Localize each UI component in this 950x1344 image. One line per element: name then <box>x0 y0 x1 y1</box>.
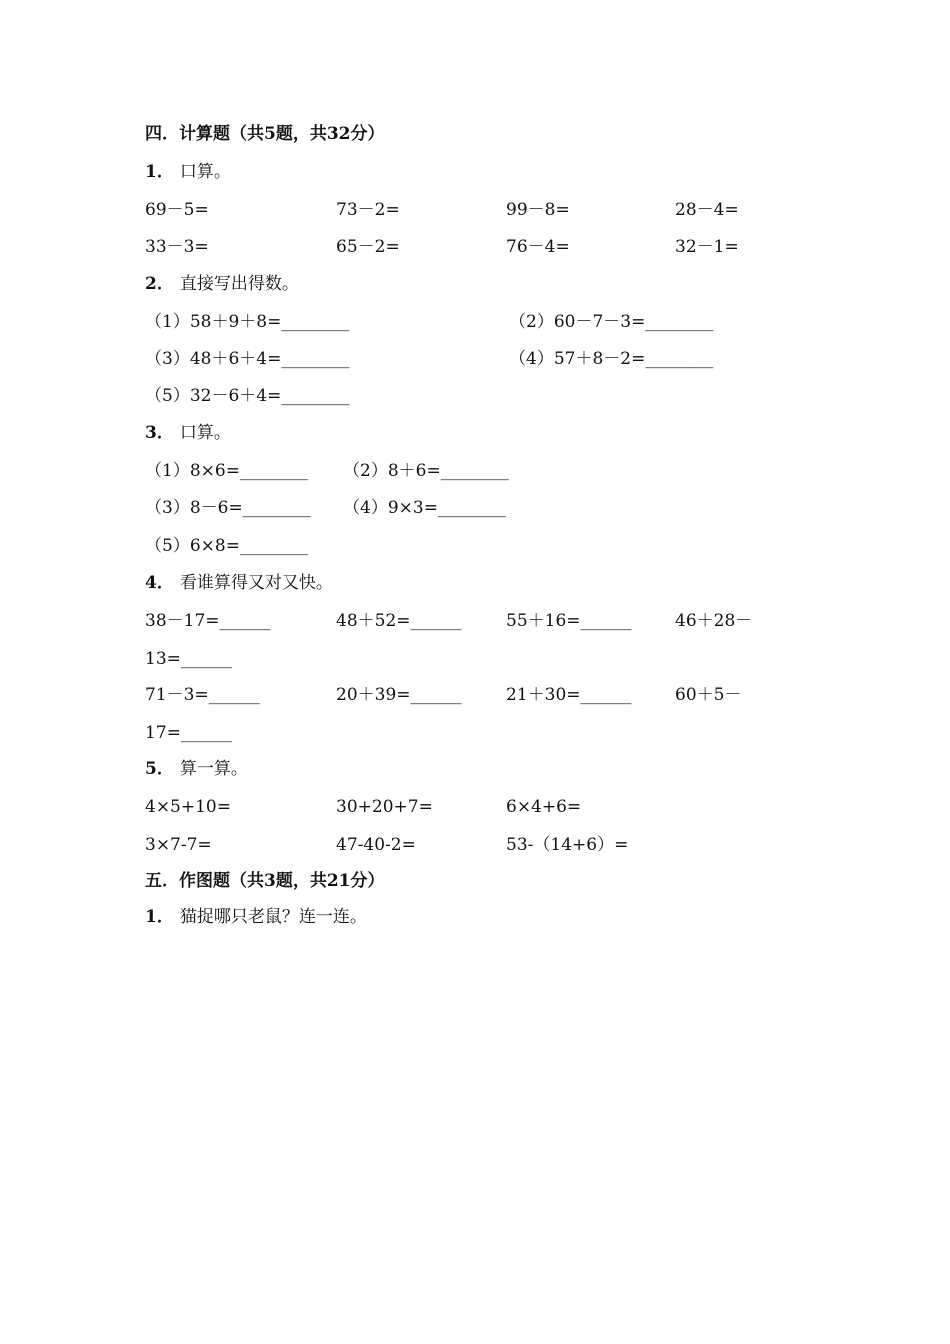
question-number: 3． <box>145 423 174 443</box>
equation: 65－2= <box>336 237 400 257</box>
equation: 69－5= <box>145 200 209 220</box>
equation: 73－2= <box>336 200 400 220</box>
equation: （4）57＋8－2=________ <box>509 349 714 369</box>
equation: 20＋39=______ <box>336 685 462 705</box>
question-2-title <box>145 272 785 296</box>
equation: 6×4+6= <box>506 797 582 817</box>
equation: 33－3= <box>145 237 209 257</box>
question-text: 口算。 <box>179 423 231 443</box>
equation: 99－8= <box>506 200 570 220</box>
equation: 48＋52=______ <box>336 611 462 631</box>
question-text: 直接写出得数。 <box>179 274 299 294</box>
section5-question-1-title <box>145 905 785 929</box>
equation: （2）60－7－3=________ <box>509 312 714 332</box>
equation: 71－3=______ <box>145 685 260 705</box>
question-3-title <box>145 421 785 445</box>
question-4-title <box>145 571 785 595</box>
equation: 76－4= <box>506 237 570 257</box>
equation: 13=______ <box>145 649 232 669</box>
equation: （4）9×3=________ <box>343 498 506 518</box>
question-text: 口算。 <box>179 162 231 182</box>
equation: （2）8＋6=________ <box>343 461 509 481</box>
equation: （5）32－6＋4=________ <box>145 386 350 406</box>
question-text: 算一算。 <box>179 759 248 779</box>
equation: 28－4= <box>675 200 739 220</box>
question-text: 看谁算得又对又快。 <box>179 573 333 593</box>
question-5-title <box>145 757 785 781</box>
equation: （3）8－6=________ <box>145 498 311 518</box>
equation: 32－1= <box>675 237 739 257</box>
question-number: 4． <box>145 573 174 593</box>
equation: 38－17=______ <box>145 611 271 631</box>
section-heading-4: 四．计算题（共5题，共32分） <box>145 124 385 144</box>
equation: 30+20+7= <box>336 797 433 817</box>
question-number: 2． <box>145 274 174 294</box>
equation: （3）48＋6＋4=________ <box>145 349 350 369</box>
equation: 46＋28－ <box>675 611 753 631</box>
equation: 4×5+10= <box>145 797 231 817</box>
equation: 3×7-7= <box>145 835 212 855</box>
equation: 53-（14+6）= <box>506 835 629 855</box>
equation: 21＋30=______ <box>506 685 632 705</box>
equation: 47-40-2= <box>336 835 416 855</box>
question-number: 1． <box>145 162 174 182</box>
equation: （1）8×6=________ <box>145 461 308 481</box>
equation: 55＋16=______ <box>506 611 632 631</box>
question-number: 5． <box>145 759 174 779</box>
equation: 60＋5－ <box>675 685 742 705</box>
equation: （5）6×8=________ <box>145 536 308 556</box>
question-number: 1． <box>145 907 174 927</box>
section-heading-5: 五．作图题（共3题，共21分） <box>145 871 385 891</box>
question-text: 猫捉哪只老鼠？连一连。 <box>179 907 367 927</box>
equation: 17=______ <box>145 723 232 743</box>
question-1-title <box>145 160 785 184</box>
equation: （1）58＋9＋8=________ <box>145 312 350 332</box>
